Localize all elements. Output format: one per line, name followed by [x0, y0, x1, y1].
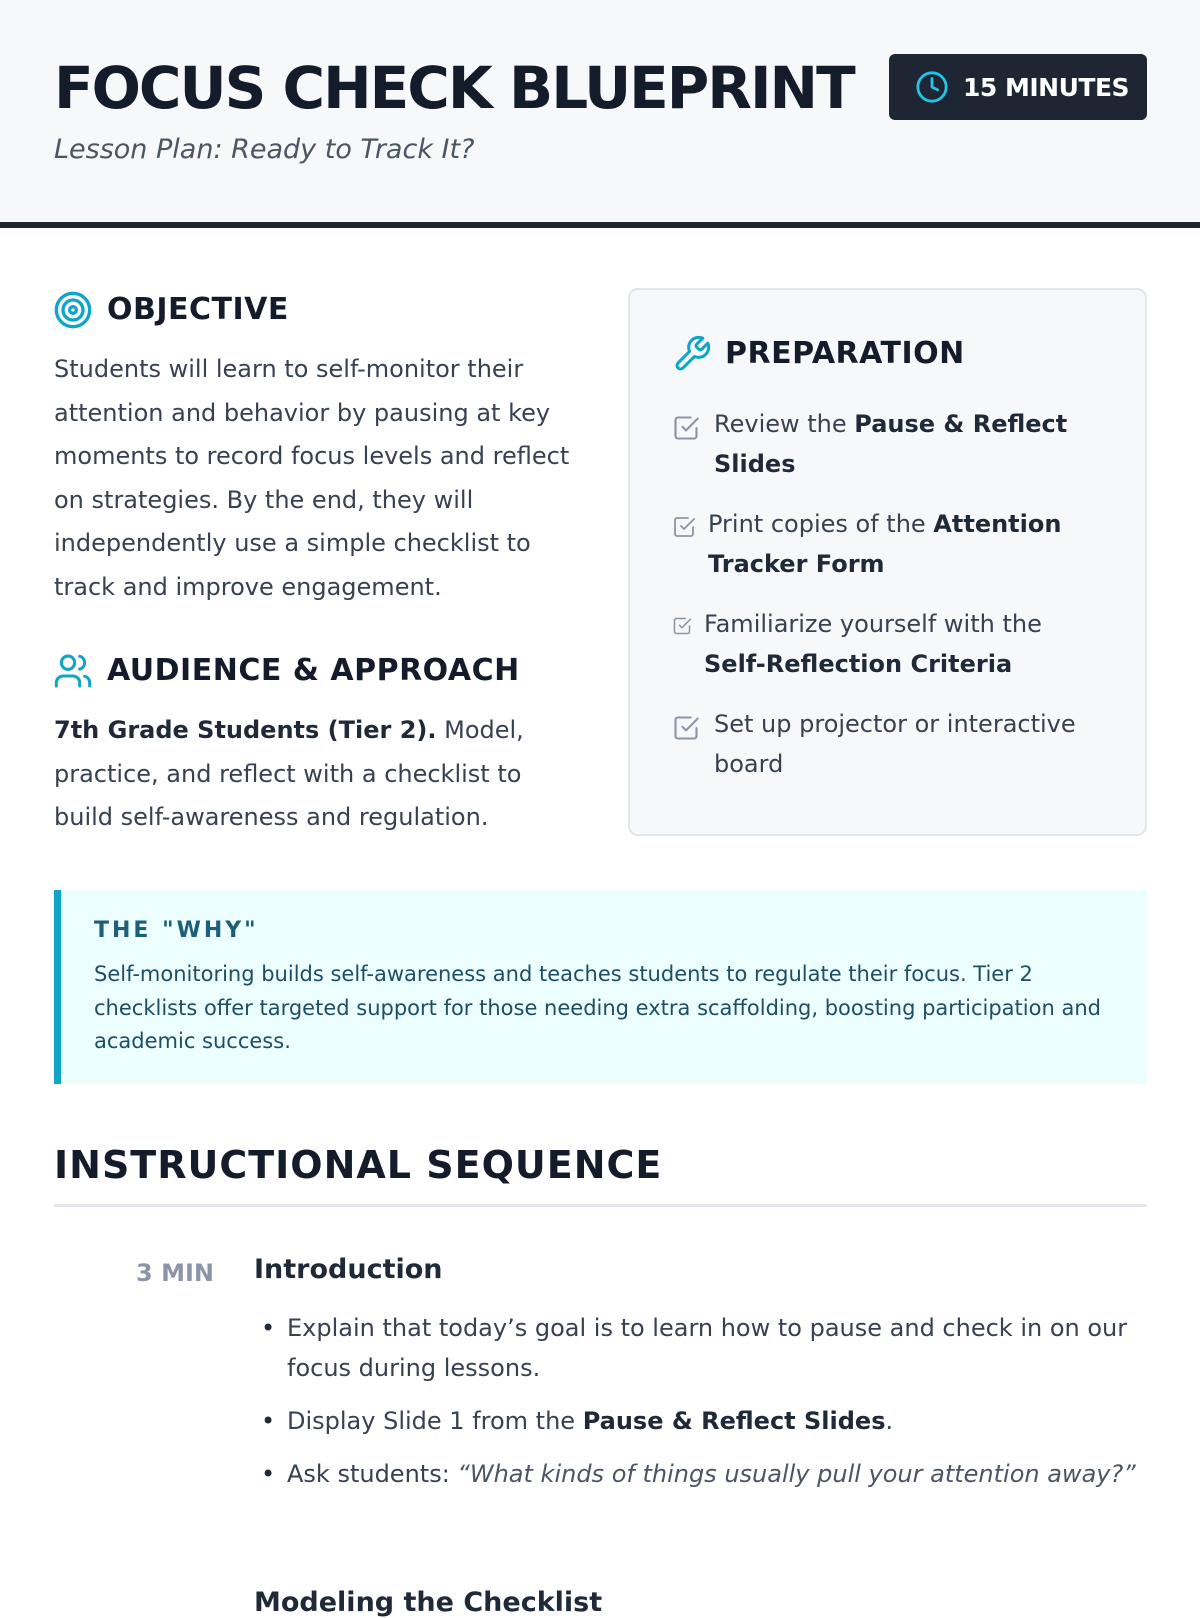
why-text: Self-monitoring builds self-awareness and teaches students to regulate their focus. Tier 2 checklists offer targeted support for those needing extra scaffolding, boosting participation and academic success.: [94, 962, 1101, 1053]
sequence-heading: INSTRUCTIONAL SEQUENCE: [54, 1143, 663, 1187]
wrench-icon: [672, 334, 712, 374]
page-subtitle: Lesson Plan: Ready to Track It?: [54, 134, 475, 165]
prep-item: Review the Pause & Reflect Slides: [714, 410, 1068, 478]
page-header: [0, 0, 1200, 228]
list-item: • Ask students: “What kinds of things usually pull your attention away?”: [287, 1454, 1137, 1494]
checkbox-checked-icon: [672, 616, 692, 636]
objective-text: Students will learn to self-monitor their attention and behavior by pausing at key moments to record focus levels and reflect on strategies. By the end, they will independently use a simple checklist to track and improve engagement.: [54, 355, 570, 601]
step-title: Introduction: [254, 1254, 443, 1285]
list-item: • Explain that today’s goal is to learn how to pause and check in on our focus during lessons.: [287, 1308, 1137, 1388]
audience-heading: AUDIENCE & APPROACH: [107, 653, 520, 688]
audience-description: Model, practice, and reflect with a checklist to build self-awareness and regulation.: [54, 716, 524, 831]
users-icon: [53, 651, 93, 691]
divider: [54, 1204, 1147, 1207]
objective-heading: OBJECTIVE: [107, 292, 289, 327]
prep-item: Familiarize yourself with the Self-Reflection Criteria: [704, 610, 1042, 678]
page-title: FOCUS CHECK BLUEPRINT: [54, 54, 854, 122]
duration-label: 15 MINUTES: [963, 72, 1130, 102]
prep-item: Set up projector or interactive board: [714, 710, 1076, 778]
preparation-card: [628, 288, 1147, 836]
prep-item: Print copies of the Attention Tracker Form: [708, 510, 1062, 578]
preparation-heading: PREPARATION: [725, 336, 965, 371]
checkbox-checked-icon: [672, 414, 700, 442]
list-item: • Display Slide 1 from the Pause & Reflect Slides.: [287, 1401, 1137, 1441]
target-icon: [53, 290, 93, 330]
checkbox-checked-icon: [672, 714, 700, 742]
step-time: 3 MIN: [136, 1259, 214, 1287]
audience-text: [54, 709, 574, 840]
duration-badge: [889, 54, 1147, 120]
why-heading: THE "WHY": [94, 918, 259, 943]
why-callout: [54, 890, 1147, 1084]
clock-icon: [915, 70, 949, 104]
step-title: Modeling the Checklist: [254, 1587, 603, 1618]
checkbox-checked-icon: [672, 515, 696, 539]
audience-lead: 7th Grade Students (Tier 2).: [54, 716, 437, 744]
